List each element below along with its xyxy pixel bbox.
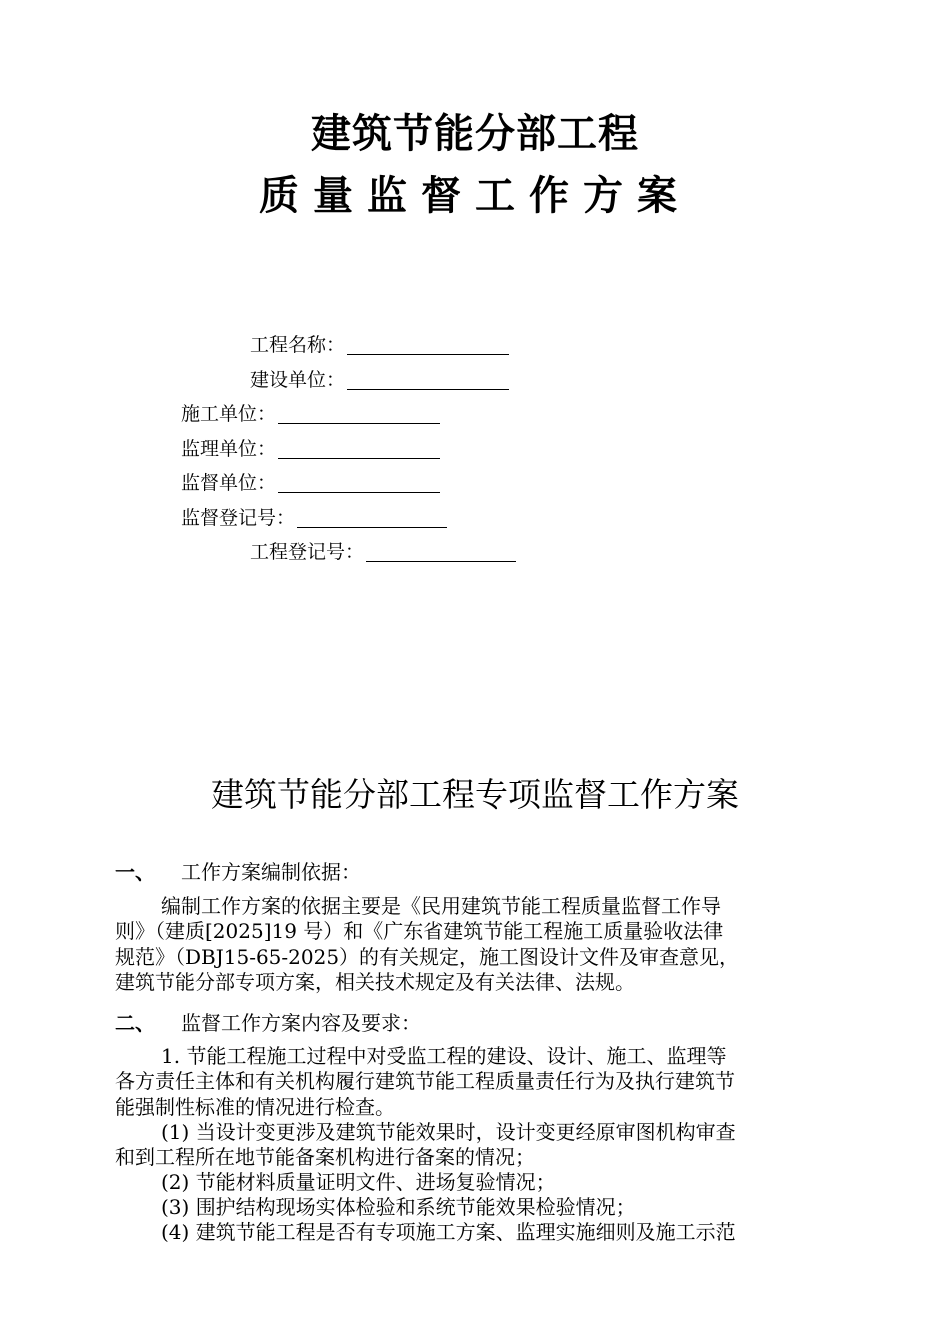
field-construction-owner [250,367,509,393]
paragraph-line: 规范》（DBJ15-65-2025）的有关规定，施工图设计文件及审查意见， [115,945,740,969]
cover-title-line2: 质量监督工作方案 [259,173,691,219]
paragraph-line: (1) 当设计变更涉及建筑节能效果时，设计变更经原审图机构审查 [161,1120,736,1144]
section-number: 二、 [115,1011,155,1035]
cover-title-line1: 建筑节能分部工程 [311,111,639,157]
fill-blank[interactable] [278,403,440,424]
field-label: 建设单位： [250,369,346,391]
paragraph-line: 能强制性标准的情况进行检查。 [115,1095,395,1119]
field-label: 工程登记号： [250,541,365,563]
section-heading-1 [115,858,361,886]
section-title: 工作方案编制依据： [181,860,361,884]
field-supervisor [181,436,440,462]
fill-blank[interactable] [347,334,509,355]
field-inspection-reg-no [181,505,447,531]
fill-blank[interactable] [366,541,516,562]
field-label: 监理单位： [181,438,277,460]
field-label: 监督单位： [181,472,277,494]
field-label: 工程名称： [250,334,346,356]
field-label: 监督登记号： [181,507,296,529]
fill-blank[interactable] [297,507,447,528]
paragraph-line: 编制工作方案的依据主要是《民用建筑节能工程质量监督工作导 [161,894,721,918]
fill-blank[interactable] [347,369,509,390]
paragraph-line: (3) 围护结构现场实体检验和系统节能效果检验情况； [161,1195,636,1219]
paragraph-line: (4) 建筑节能工程是否有专项施工方案、监理实施细则及施工示范 [161,1220,736,1244]
field-contractor [181,401,440,427]
paragraph-line: 则》（建质[2025]19 号）和《广东省建筑节能工程施工质量验收法律 [115,919,724,943]
paragraph-line: 和到工程所在地节能备案机构进行备案的情况； [115,1145,535,1169]
field-inspection-unit [181,470,440,496]
fill-blank[interactable] [278,438,440,459]
paragraph-line: 1. 节能工程施工过程中对受监工程的建设、设计、施工、监理等 [161,1044,727,1068]
fill-blank[interactable] [278,472,440,493]
paragraph-line: 各方责任主体和有关机构履行建筑节能工程质量责任行为及执行建筑节 [115,1069,735,1093]
section-number: 一、 [115,860,155,884]
paragraph-line: (2) 节能材料质量证明文件、进场复验情况； [161,1170,556,1194]
section-title: 监督工作方案内容及要求： [181,1011,421,1035]
field-project-name [250,332,509,358]
paragraph-line: 建筑节能分部专项方案，相关技术规定及有关法律、法规。 [115,970,635,994]
field-label: 施工单位： [181,403,277,425]
body-heading: 建筑节能分部工程专项监督工作方案 [211,775,739,814]
section-heading-2 [115,1009,421,1037]
field-project-reg-no [250,539,516,565]
